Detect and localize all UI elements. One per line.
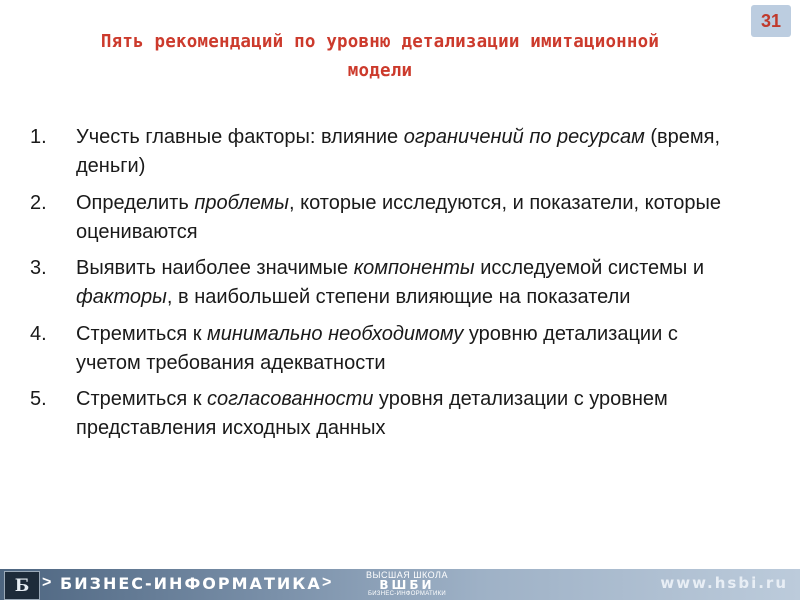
- text-segment: (время, деньги): [76, 126, 721, 177]
- school-line-3: БИЗНЕС-ИНФОРМАТИКИ: [367, 591, 447, 597]
- title-line-1: Пять рекомендаций по уровню детализации имитационной: [100, 32, 660, 52]
- footer-url[interactable]: www.hsbi.ru: [660, 574, 788, 592]
- text-segment: исследуемой системы и: [474, 257, 704, 279]
- logo-icon: Б: [4, 571, 40, 600]
- footer-title: БИЗНЕС-ИНФОРМАТИКА: [60, 574, 322, 593]
- text-segment: , в наибольшей степени влияющие на показатели: [166, 286, 631, 308]
- list-item: [30, 385, 740, 443]
- emphasized-text: согласованности: [207, 388, 374, 410]
- text-segment: Стремиться к: [76, 322, 208, 345]
- school-logo: [345, 571, 469, 598]
- list-item-number: 3.: [30, 257, 47, 279]
- list-item-number: 5.: [30, 388, 47, 410]
- emphasized-text: минимально необходимому: [207, 322, 464, 345]
- school-line-1: ВЫСШАЯ ШКОЛА: [366, 570, 448, 580]
- slide-number: 31: [751, 5, 791, 37]
- text-segment: Определить: [76, 191, 195, 214]
- text-segment: уровня детализации с уровнем представления исходных данных: [76, 388, 668, 439]
- school-line-2: ВШБИ: [379, 578, 435, 592]
- emphasized-text: факторы: [76, 286, 167, 308]
- list-item: [30, 189, 740, 247]
- list-item-number: 1.: [30, 126, 47, 148]
- title-line-2: модели: [347, 61, 413, 81]
- text-segment: Выявить наиболее значимые: [76, 257, 354, 279]
- chevron-right-icon: >: [322, 574, 332, 591]
- list-item-text: [76, 254, 740, 312]
- recommendations-list: [30, 123, 740, 451]
- text-segment: Стремиться к: [76, 388, 208, 410]
- list-item-text: [76, 189, 740, 247]
- emphasized-text: ограничений по ресурсам: [403, 126, 645, 148]
- chevron-right-icon: >: [42, 574, 52, 591]
- footer-banner: [0, 569, 800, 600]
- text-segment: Учесть главные факторы: влияние: [76, 126, 404, 148]
- list-item: [30, 254, 740, 312]
- text-segment: уровню детализации с учетом требования адекватности: [76, 322, 678, 374]
- emphasized-text: компоненты: [353, 257, 475, 279]
- list-item: [30, 123, 740, 181]
- list-item-text: [76, 320, 740, 378]
- list-item-text: [76, 123, 740, 181]
- list-item-number: 4.: [30, 322, 47, 345]
- list-item: [30, 320, 740, 378]
- emphasized-text: проблемы: [194, 191, 289, 214]
- list-item-number: 2.: [30, 191, 47, 214]
- slide-title: [20, 28, 740, 86]
- list-item-text: [76, 385, 740, 443]
- text-segment: , которые исследуются, и показатели, которые оцениваются: [76, 191, 721, 243]
